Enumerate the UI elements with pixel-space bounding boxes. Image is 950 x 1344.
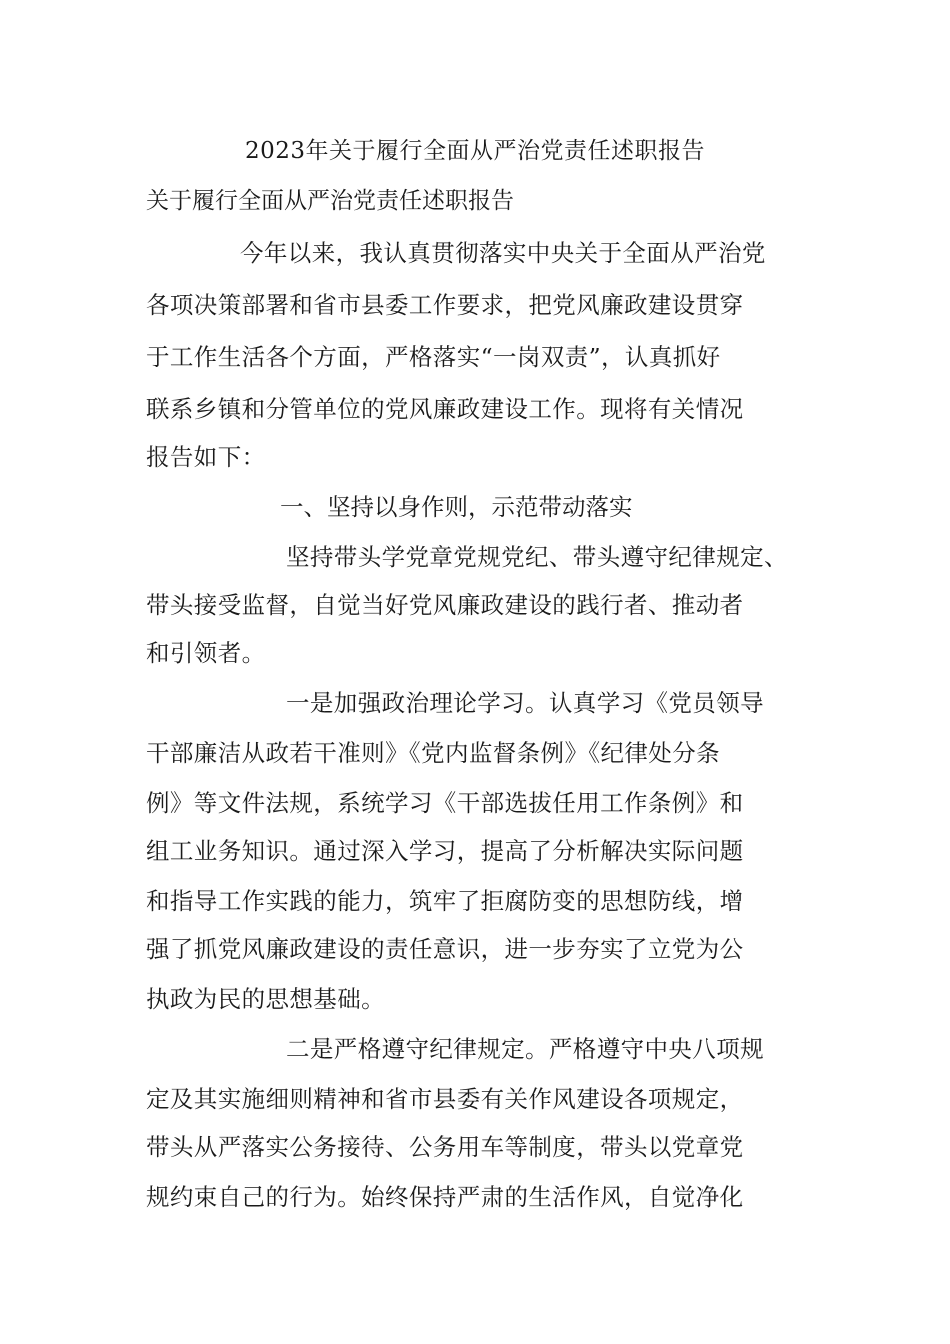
section-para-line: 带头接受监督，自觉当好党风廉政建设的践行者、推动者 — [146, 591, 744, 619]
section-heading: 一、坚持以身作则，示范带动落实 — [280, 493, 633, 521]
item1-line: 执政为民的思想基础。 — [146, 985, 385, 1013]
item1-line: 一是加强政治理论学习。认真学习《党员领导 — [286, 689, 764, 717]
item1-line: 强了抓党风廉政建设的责任意识，进一步夯实了立党为公 — [146, 935, 744, 963]
item2-line: 规约束自己的行为。始终保持严肃的生活作风，自觉净化 — [146, 1183, 744, 1211]
item2-line: 二是严格遵守纪律规定。严格遵守中央八项规 — [286, 1035, 764, 1063]
document-subtitle: 关于履行全面从严治党责任述职报告 — [146, 188, 514, 214]
section-para-line: 和引领者。 — [146, 639, 266, 667]
item1-line: 组工业务知识。通过深入学习，提高了分析解决实际问题 — [146, 837, 744, 865]
item1-line: 和指导工作实践的能力，筑牢了拒腐防变的思想防线，增 — [146, 887, 744, 915]
item1-line: 例》等文件法规，系统学习《干部选拔任用工作条例》和 — [146, 789, 744, 817]
intro-line: 联系乡镇和分管单位的党风廉政建设工作。现将有关情况 — [146, 395, 744, 423]
item2-line: 带头从严落实公务接待、公务用车等制度，带头以党章党 — [146, 1133, 744, 1161]
intro-line: 报告如下： — [146, 443, 266, 471]
document-title: 2023年关于履行全面从严治党责任述职报告 — [244, 138, 706, 164]
section-para-line: 坚持带头学党章党规党纪、带头遵守纪律规定、 — [286, 543, 788, 571]
intro-line: 今年以来，我认真贯彻落实中央关于全面从严治党 — [240, 239, 766, 267]
intro-line: 于工作生活各个方面，严格落实“一岗双责”，认真抓好 — [146, 343, 721, 371]
item1-line: 干部廉洁从政若干准则》《党内监督条例》《纪律处分条 — [146, 739, 720, 767]
item2-line: 定及其实施细则精神和省市县委有关作风建设各项规定， — [146, 1085, 744, 1113]
intro-line: 各项决策部署和省市县委工作要求，把党风廉政建设贯穿 — [146, 291, 744, 319]
